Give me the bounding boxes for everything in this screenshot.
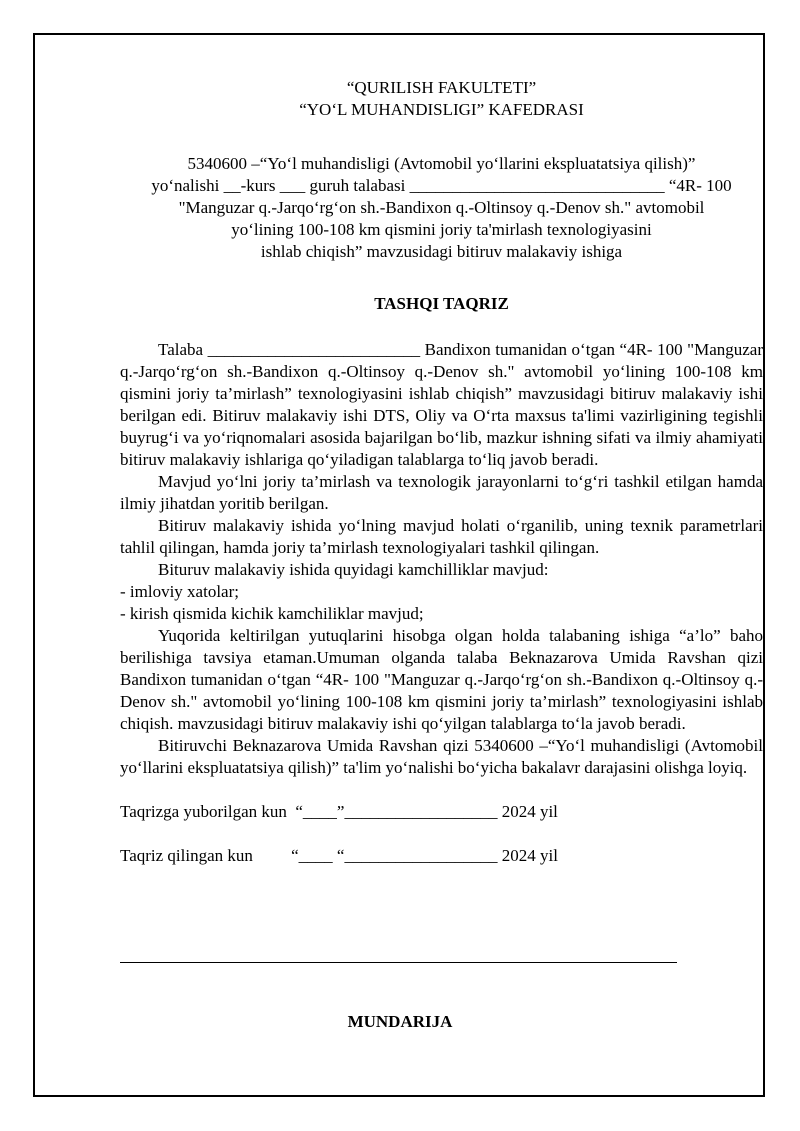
subject-line-5: ishlab chiqish” mavzusidagi bitiruv malakaviy ishiga bbox=[260, 242, 623, 261]
review-paragraph-6: Bitiruvchi Beknazarova Umida Ravshan qizi 5340600 –“Yo‘l muhandisligi (Avtomobil yo‘llarini ekspluatatsiya qilish)” ta'lim yo‘nalishi bo‘yicha bakalavr darajasini olishga loyiq. bbox=[120, 736, 763, 777]
subject-line-2: yo‘nalishi __-kurs ___ guruh talabasi ______________________________ “4R- 100 bbox=[151, 176, 732, 195]
sent-date-line: Taqrizga yuborilgan kun “____”__________________ 2024 yil bbox=[120, 802, 558, 821]
review-paragraph-1: Talaba _________________________ Bandixon tumanidan o‘tgan “4R- 100 "Manguzar q.-Jarqo‘rg‘on sh.-Bandixon q.-Oltinsoy q.-Denov sh." avtomobil yo‘lining 100-108 km qismini joriy ta’mirlash” texnologiyasini ishlab chiqish” mavzusidagi bitiruv malakaviy ishi berilgan edi. Bitiruv malakaviy ishi DTS, Oliy va O‘rta maxsus ta'limi vazirligining tegishli buyrug‘i va yo‘riqnomalari asosida bajarilgan bo‘lib, mazkur ishning sifati va ilmiy ahamiyati bitiruv malakaviy ishlariga qo‘yiladigan talablarga to‘liq javob beradi. bbox=[120, 340, 763, 469]
review-paragraph-4: Bituruv malakaviy ishida quyidagi kamchilliklar mavjud: bbox=[158, 560, 549, 579]
department-heading: “YO‘L MUHANDISLIGI” KAFEDRASI bbox=[299, 100, 584, 119]
contents-heading: MUNDARIJA bbox=[347, 1012, 453, 1031]
shortcoming-item: - kirish qismida kichik kamchiliklar mavjud; bbox=[120, 604, 424, 623]
signature-rule bbox=[120, 962, 677, 963]
review-paragraph-3: Bitiruv malakaviy ishida yo‘lning mavjud holati o‘rganilib, uning texnik parametrlari tahlil qilingan, hamda joriy ta’mirlash texnologiyalari tashkil qilingan. bbox=[120, 516, 763, 557]
review-paragraph-5: Yuqorida keltirilgan yutuqlarini hisobga olgan holda talabaning ishiga “a’lo” baho berilishiga tavsiya etaman.Umuman olganda talaba Beknazarova Umida Ravshan qizi Bandixon tumanidan o‘tgan “4R- 100 "Manguzar q.-Jarqo‘rg‘on sh.-Bandixon q.-Oltinsoy q.-Denov sh." avtomobil yo‘lining 100-108 km qismini joriy ta’mirlash” texnologiyasini ishlab chiqish. mavzusidagi bitiruv malakaviy ishi qo‘yilgan talablarga to‘la javob beradi. bbox=[120, 626, 763, 733]
shortcoming-item: - imloviy xatolar; bbox=[120, 582, 239, 601]
subject-line-1: 5340600 –“Yo‘l muhandisligi (Avtomobil yo‘llarini ekspluatatsiya qilish)” bbox=[187, 154, 696, 173]
subject-line-3: "Manguzar q.-Jarqo‘rg‘on sh.-Bandixon q.-Oltinsoy q.-Denov sh." avtomobil bbox=[178, 198, 705, 217]
review-title: TASHQI TAQRIZ bbox=[374, 294, 509, 313]
document-body bbox=[120, 77, 763, 867]
faculty-heading: “QURILISH FAKULTETI” bbox=[346, 78, 537, 97]
reviewed-date-line: Taqriz qilingan kun “____ “__________________ 2024 yil bbox=[120, 846, 558, 865]
subject-line-4: yo‘lining 100-108 km qismini joriy ta'mirlash texnologiyasini bbox=[231, 220, 652, 239]
review-paragraph-2: Mavjud yo‘lni joriy ta’mirlash va texnologik jarayonlarni to‘g‘ri tashkil etilgan hamda ilmiy jihatdan yoritib berilgan. bbox=[120, 472, 763, 513]
